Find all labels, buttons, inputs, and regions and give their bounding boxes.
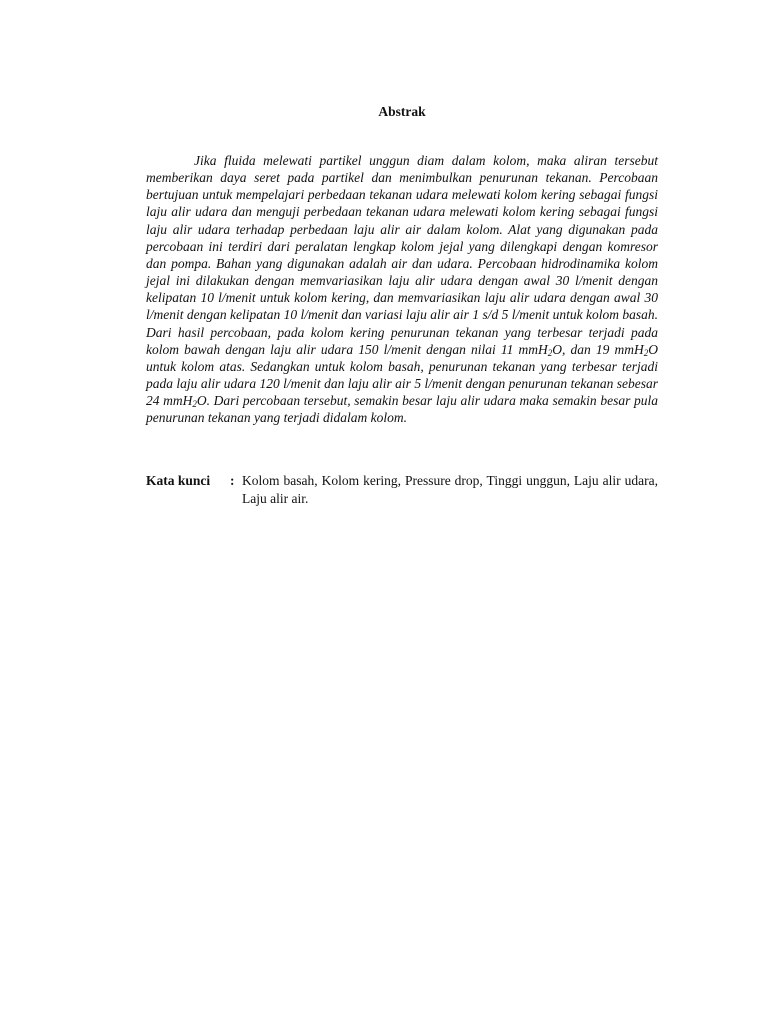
- keywords-colon: :: [230, 473, 235, 488]
- abstract-text-part-2: O, dan 19 mmH: [552, 341, 644, 357]
- page-title: Abstrak: [378, 104, 426, 119]
- subscript-2: 2: [547, 347, 553, 358]
- keywords-section: [146, 472, 658, 508]
- keywords-text: Kolom basah, Kolom kering, Pressure drop, Tinggi unggun, Laju alir udara, Laju alir air.: [242, 473, 658, 506]
- abstract-text-part-1: Jika fluida melewati partikel unggun diam dalam kolom, maka aliran tersebut memberikan daya seret pada partikel dan menimbulkan penurunan tekanan. Percobaan bertujuan untuk mempelajari perbedaan tekanan udara melewati kolom kering sebagai fungsi laju alir udara dan menguji perbedaan tekanan udara melewati kolom kering sebagai fungsi laju alir udara terhadap perbedaan laju alir air dalam kolom. Alat yang digunakan pada percobaan ini terdiri dari peralatan lengkap kolom jejal yang dilengkapi dengan komresor dan pompa. Bahan yang digunakan adalah air dan udara. Percobaan hidrodinamika kolom jejal ini dilakukan dengan memvariasikan laju alir udara dengan awal 30 l/menit dengan kelipatan 10 l/menit untuk kolom kering, dan memvariasikan laju alir udara dengan awal 30 l/menit dengan kelipatan 10 l/menit dan variasi laju alir air 1 s/d 5 l/menit untuk kolom basah. Dari hasil percobaan, pada kolom kering penurunan tekanan yang terbesar terjadi pada kolom bawah dengan laju alir udara 150 l/menit dengan nilai 11 mmH: [146, 153, 658, 357]
- abstract-paragraph: [146, 152, 658, 427]
- abstract-text-part-4: O. Dari percobaan tersebut, semakin besar laju alir udara maka semakin besar pula penurunan tekanan yang terjadi didalam kolom.: [146, 393, 658, 426]
- subscript-2: 2: [192, 399, 197, 410]
- subscript-2: 2: [643, 347, 649, 358]
- keywords-label: Kata kunci: [146, 473, 211, 488]
- abstract-text-part-3: O untuk kolom atas. Sedangkan untuk kolom basah, penurunan tekanan yang terbesar terjadi pada laju alir udara 120 l/menit dan laju alir air 5 l/menit dengan penurunan tekanan sebesar 24 mmH: [146, 341, 659, 409]
